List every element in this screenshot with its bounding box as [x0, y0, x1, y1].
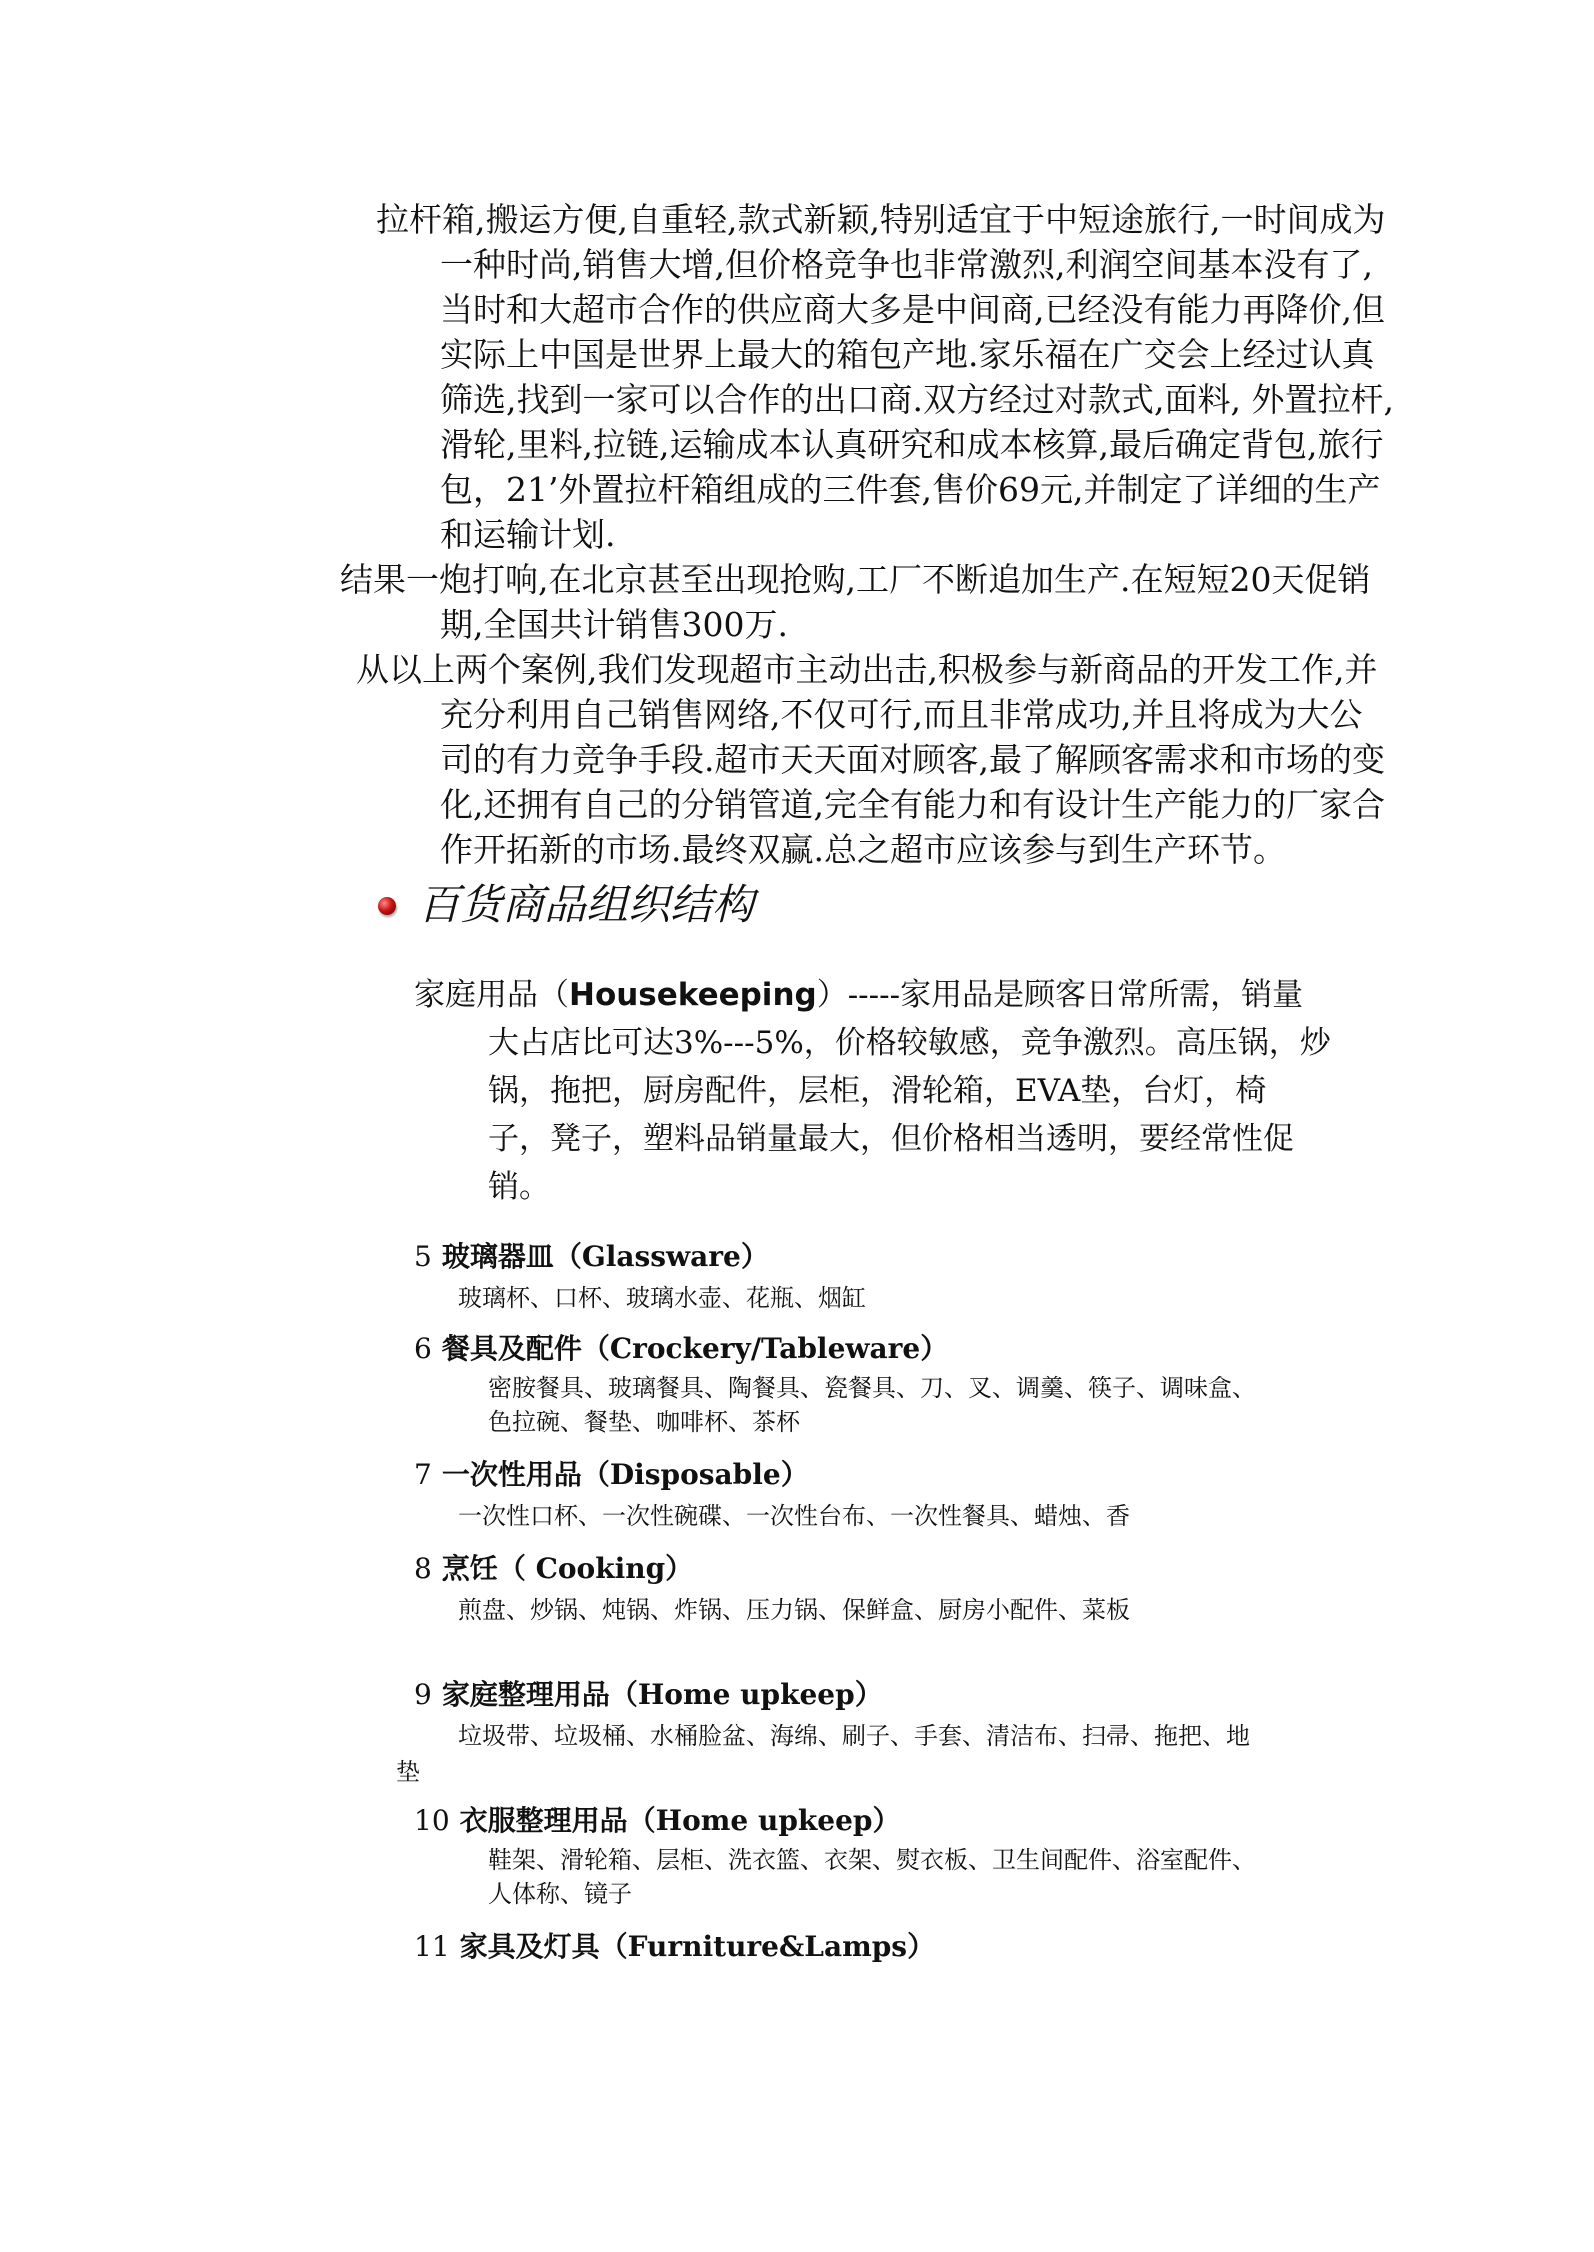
text-line: 和运输计划.: [440, 515, 616, 554]
text-line: 包，21’外置拉杆箱组成的三件套,售价69元,并制定了详细的生产: [440, 470, 1381, 509]
category-description: 垃圾带、垃圾桶、水桶脸盆、海绵、刷子、手套、清洁布、扫帚、拖把、地: [458, 1722, 1250, 1750]
category-number: 7: [414, 1458, 432, 1491]
category-number: 8: [414, 1552, 432, 1585]
category-title: 家庭整理用品（Home upkeep）: [441, 1678, 883, 1711]
category-description: 玻璃杯、口杯、玻璃水壶、花瓶、烟缸: [458, 1284, 866, 1312]
category-description: 煎盘、炒锅、炖锅、炸锅、压力锅、保鲜盒、厨房小配件、菜板: [458, 1596, 1130, 1624]
category-description: 鞋架、滑轮箱、层柜、洗衣篮、衣架、熨衣板、卫生间配件、浴室配件、: [488, 1846, 1256, 1874]
category-number: 6: [414, 1332, 432, 1365]
bullet-icon: [378, 897, 396, 915]
category-heading: [414, 1804, 901, 1838]
text-line: 锅，拖把，厨房配件，层柜，滑轮箱，EVA垫，台灯，椅: [488, 1073, 1267, 1109]
housekeeping-head-cn: 家庭用品（: [414, 977, 569, 1013]
category-title: 餐具及配件（Crockery/Tableware）: [441, 1332, 949, 1365]
category-number: 5: [414, 1240, 432, 1273]
text-line: 作开拓新的市场.最终双赢.总之超市应该参与到生产环节。: [440, 830, 1286, 869]
category-heading: [414, 1678, 883, 1712]
category-heading: [414, 1458, 809, 1492]
text-line: 期,全国共计销售300万.: [440, 605, 788, 644]
text-line: 从以上两个案例,我们发现超市主动出击,积极参与新商品的开发工作,并: [356, 650, 1378, 689]
housekeeping-head-tail: ）-----家用品是顾客日常所需，销量: [816, 977, 1304, 1013]
text-line: 化,还拥有自己的分销管道,完全有能力和有设计生产能力的厂家合: [440, 785, 1385, 824]
text-line: 滑轮,里料,拉链,运输成本认真研究和成本核算,最后确定背包,旅行: [440, 425, 1384, 464]
text-line: 拉杆箱,搬运方便,自重轻,款式新颖,特别适宜于中短途旅行,一时间成为: [376, 200, 1386, 239]
text-line: 实际上中国是世界上最大的箱包产地.家乐福在广交会上经过认真: [440, 335, 1375, 374]
category-title: 一次性用品（Disposable）: [441, 1458, 809, 1491]
category-description: 垫: [396, 1758, 420, 1786]
text-line: 一种时尚,销售大增,但价格竞争也非常激烈,利润空间基本没有了,: [440, 245, 1373, 284]
text-line: 大占店比可达3%---5%，价格较敏感，竞争激烈。高压锅，炒: [488, 1025, 1331, 1061]
category-description: 人体称、镜子: [488, 1880, 632, 1908]
text-line: 当时和大超市合作的供应商大多是中间商,已经没有能力再降价,但: [440, 290, 1385, 329]
category-description: 一次性口杯、一次性碗碟、一次性台布、一次性餐具、蜡烛、香: [458, 1502, 1130, 1530]
text-line: 司的有力竞争手段.超市天天面对顾客,最了解顾客需求和市场的变: [440, 740, 1385, 779]
text-line: 充分利用自己销售网络,不仅可行,而且非常成功,并且将成为大公: [440, 695, 1363, 734]
category-number: 11: [414, 1930, 450, 1963]
housekeeping-head-en: Housekeeping: [569, 977, 817, 1013]
housekeeping-heading: [414, 975, 1303, 1015]
category-heading: [414, 1930, 935, 1964]
category-number: 9: [414, 1678, 432, 1711]
category-description: 密胺餐具、玻璃餐具、陶餐具、瓷餐具、刀、叉、调羹、筷子、调味盒、: [488, 1374, 1256, 1402]
text-line: 结果一炮打响,在北京甚至出现抢购,工厂不断追加生产.在短短20天促销: [340, 560, 1371, 599]
category-title: 家具及灯具（Furniture&Lamps）: [459, 1930, 936, 1963]
section-title: 百货商品组织结构: [418, 880, 755, 929]
category-title: 玻璃器皿（Glassware）: [441, 1240, 769, 1273]
category-heading: [414, 1240, 769, 1274]
text-line: 子，凳子，塑料品销量最大，但价格相当透明，要经常性促: [488, 1121, 1294, 1157]
category-title: 衣服整理用品（Home upkeep）: [459, 1804, 901, 1837]
category-description: 色拉碗、餐垫、咖啡杯、茶杯: [488, 1408, 800, 1436]
text-line: 筛选,找到一家可以合作的出口商.双方经过对款式,面料, 外置拉杆,: [440, 380, 1394, 419]
category-heading: [414, 1552, 693, 1586]
category-number: 10: [414, 1804, 450, 1837]
category-heading: [414, 1332, 948, 1366]
category-title: 烹饪（ Cooking）: [441, 1552, 694, 1585]
text-line: 销。: [488, 1169, 550, 1205]
